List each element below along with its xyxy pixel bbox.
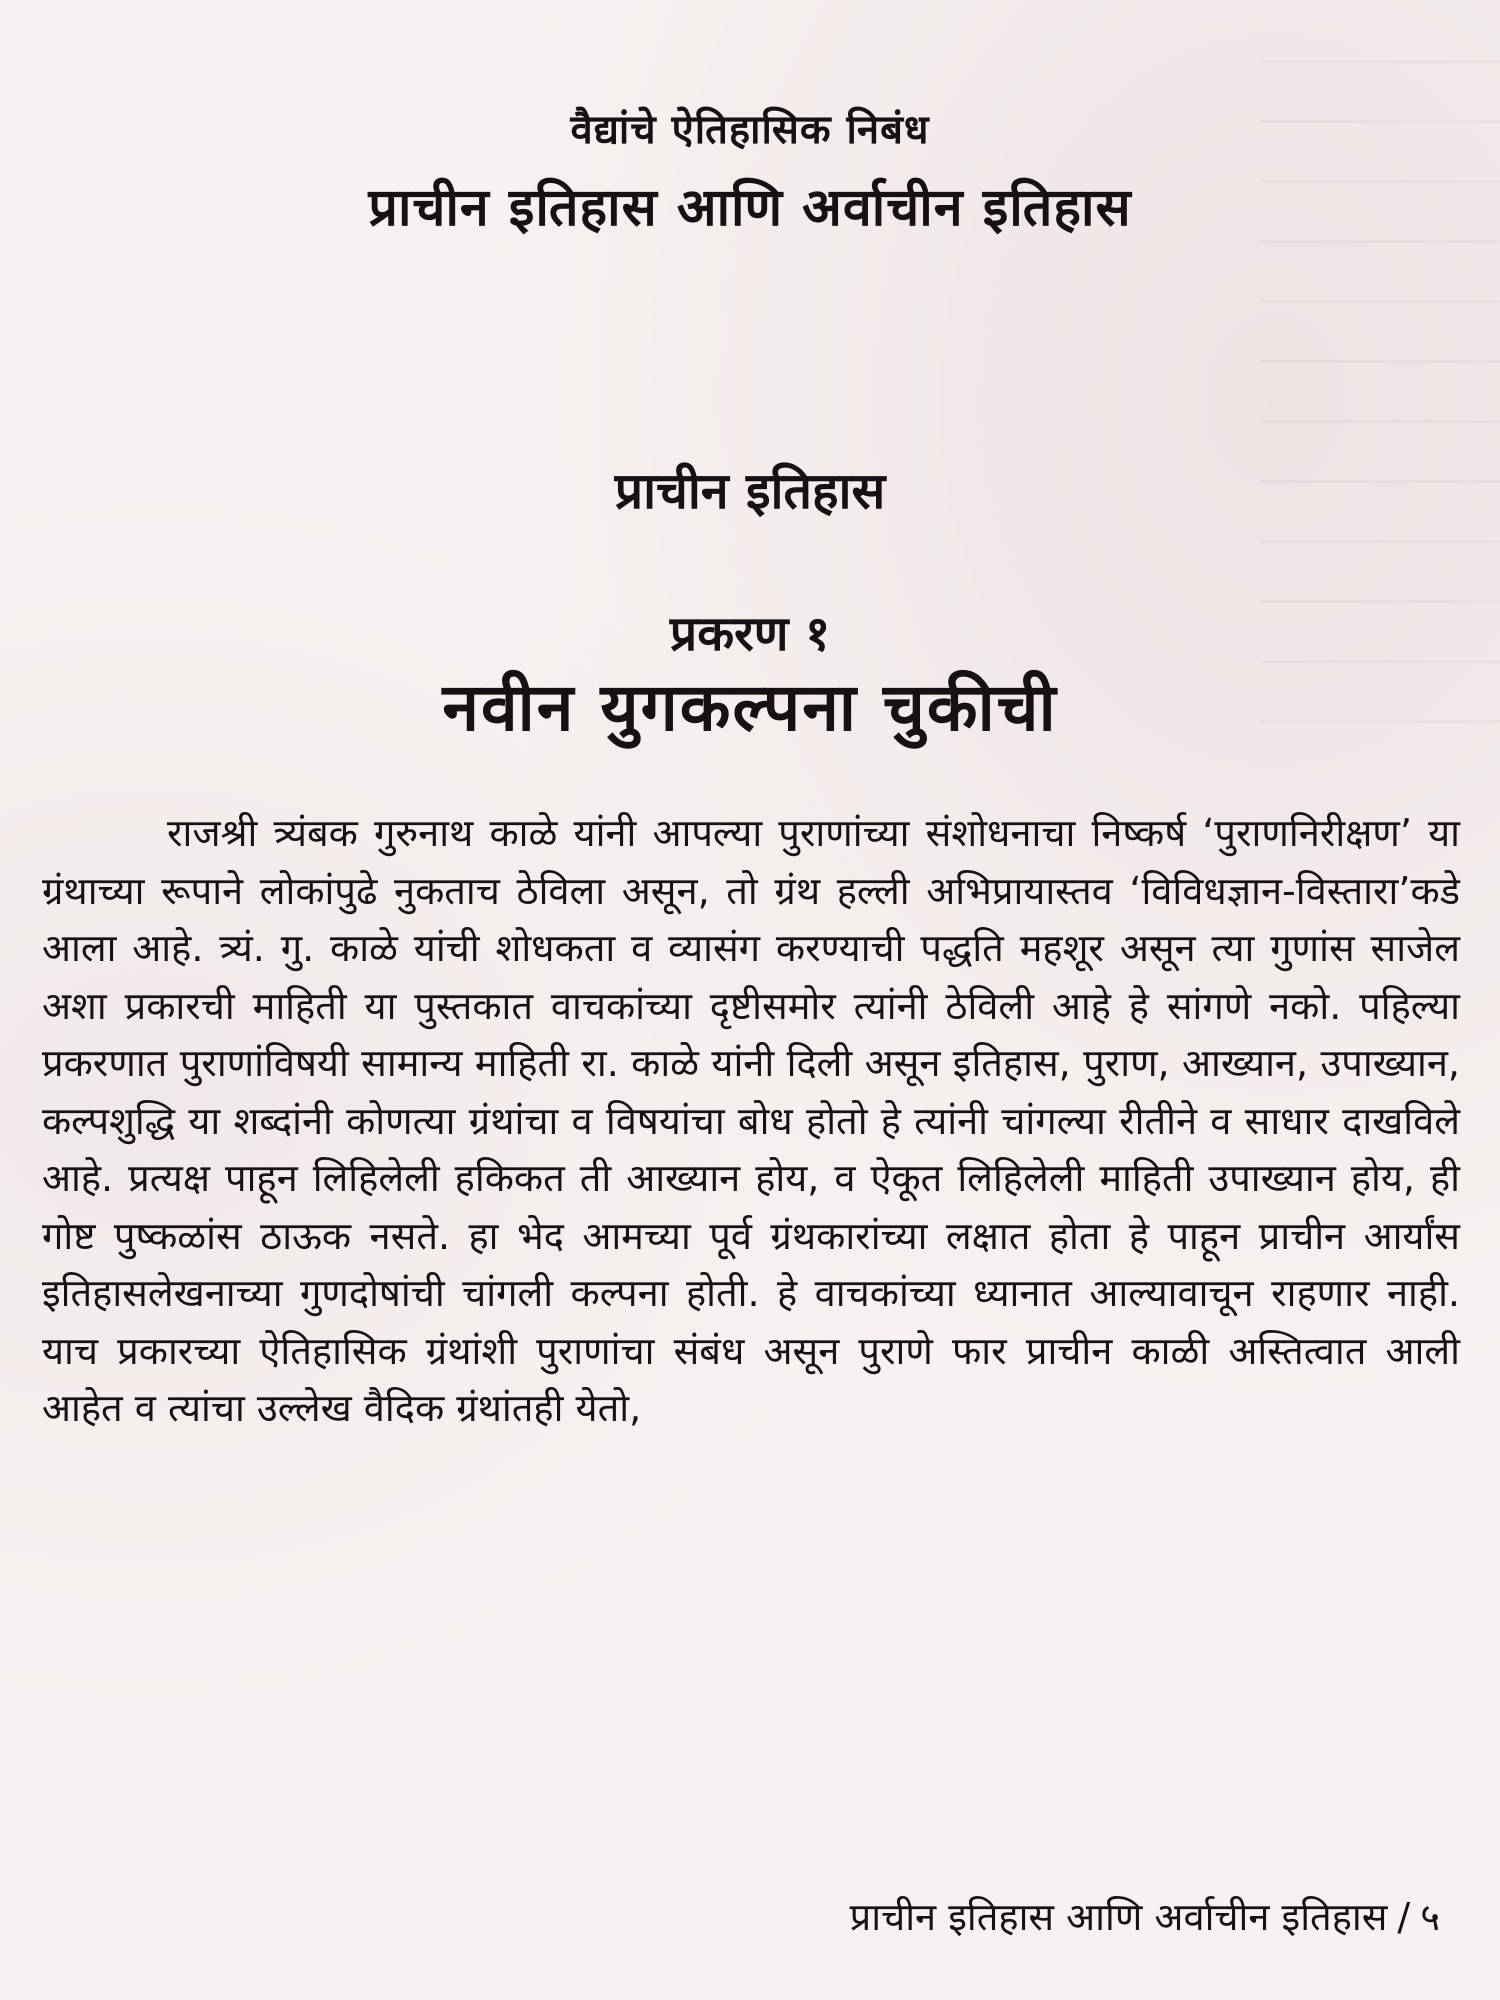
- page-number: ५: [1420, 1895, 1440, 1939]
- chapter-label: प्रकरण १: [669, 606, 831, 662]
- running-title: प्राचीन इतिहास आणि अर्वाचीन इतिहास: [849, 1895, 1388, 1939]
- chapter-title: नवीन युगकल्पना चुकीची: [442, 669, 1058, 746]
- section-title: प्राचीन इतिहास: [614, 462, 886, 520]
- body-paragraph: राजश्री त्र्यंबक गुरुनाथ काळे यांनी आपल्या पुराणांच्या संशोधनाचा निष्कर्ष ‘पुराणनिरीक्षण’ या ग्रंथाच्या रूपाने लोकांपुढे नुकताच ठेविला असून, तो ग्रंथ हल्ली अभिप्रायास्तव ‘विविधज्ञान-विस्तारा’कडे आला आहे. त्र्यं. गु. काळे यांची शोधकता व व्यासंग करण्याची पद्धति महशूर असून त्या गुणांस साजेल अशा प्रकारची माहिती या पुस्तकात वाचकांच्या दृष्टीसमोर त्यांनी ठेविली आहे हे सांगणे नको. पहिल्या प्रकरणात पुराणांविषयी सामान्य माहिती रा. काळे यांनी दिली असून इतिहास, पुराण, आख्यान, उपाख्यान, कल्पशुद्धि या शब्दांनी कोणत्या ग्रंथांचा व विषयांचा बोध होतो हे त्यांनी चांगल्या रीतीने व साधार दाखविले आहे. प्रत्यक्ष पाहून लिहिलेली हकिकत ती आख्यान होय, व ऐकूत लिहिलेली माहिती उपाख्यान होय, ही गोष्ट पुष्कळांस ठाऊक नसते. हा भेद आमच्या पूर्व ग्रंथकारांच्या लक्षात होता हे पाहून प्राचीन आर्यांस इतिहासलेखनाच्या गुणदोषांची चांगली कल्पना होती. हे वाचकांच्या ध्यानात आल्यावाचून राहणार नाही. याच प्रकारच्या ऐतिहासिक ग्रंथांशी पुराणांचा संबंध असून पुराणे फार प्राचीन काळी अस्तित्वात आली आहेत व त्यांचा उल्लेख वैदिक ग्रंथांतही येतो,: [42, 811, 1460, 1430]
- series-title: वैद्यांचे ऐतिहासिक निबंध: [570, 107, 930, 153]
- book-title: प्राचीन इतिहास आणि अर्वाचीन इतिहास: [368, 178, 1132, 238]
- page-footer: [850, 1890, 1440, 1942]
- footer-separator: /: [1397, 1895, 1411, 1939]
